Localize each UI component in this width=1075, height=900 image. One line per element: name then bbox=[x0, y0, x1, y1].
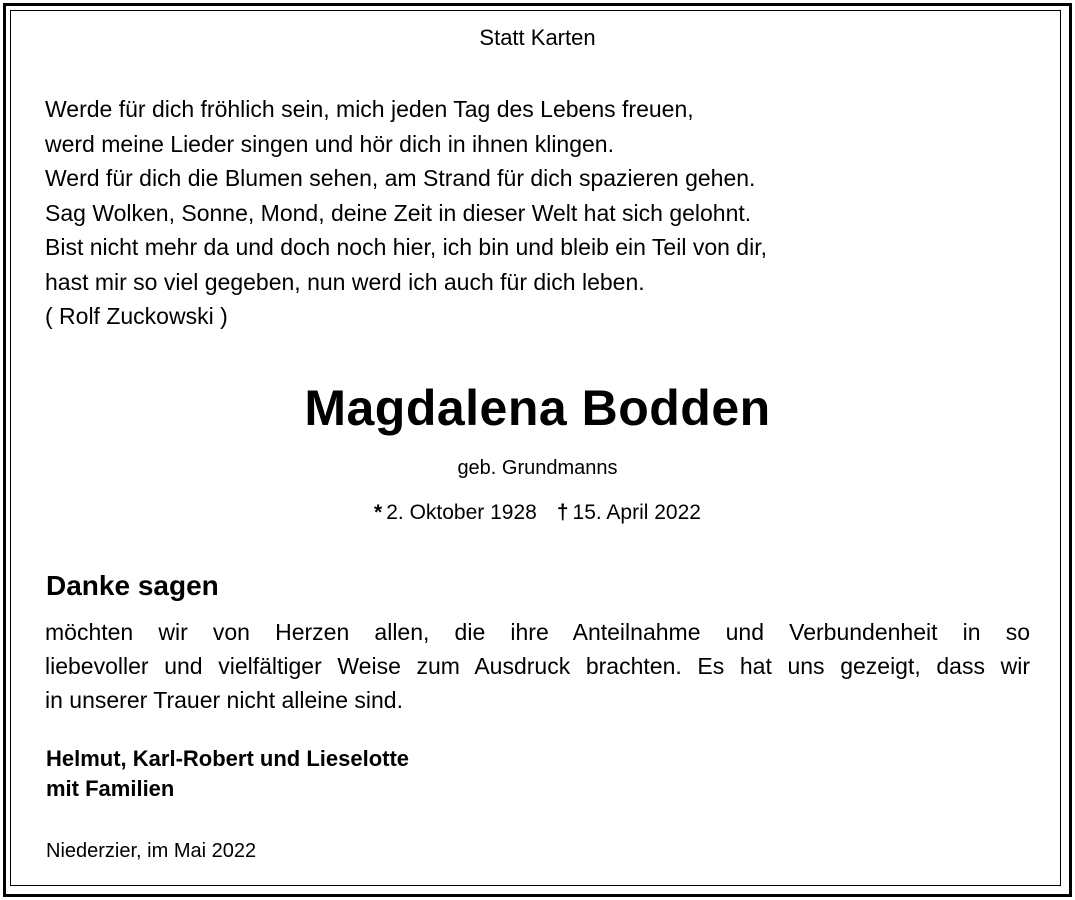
signers-line: Helmut, Karl-Robert und Lieselotte bbox=[46, 746, 410, 771]
thanks-text bbox=[45, 615, 1030, 717]
poem-line: hast mir so viel gegeben, nun werd ich auch für dich leben. bbox=[45, 268, 645, 295]
poem-line: werd meine Lieder singen und hör dich in ihnen klingen. bbox=[45, 130, 614, 157]
birth-date: 2. Oktober 1928 bbox=[386, 501, 537, 524]
header-text: Statt Karten bbox=[479, 25, 596, 50]
signers bbox=[46, 744, 409, 804]
deceased-name: Magdalena Bodden bbox=[304, 380, 771, 436]
thanks-line: in unserer Trauer nicht alleine sind. bbox=[45, 687, 403, 713]
thanks-line: liebevoller und vielfältiger Weise zum Ausdruck brachten. Es hat uns gezeigt, dass wir bbox=[45, 653, 1030, 679]
birth-name: geb. Grundmanns bbox=[457, 457, 618, 479]
life-dates bbox=[0, 500, 1075, 526]
poem-line: Sag Wolken, Sonne, Mond, deine Zeit in dieser Welt hat sich gelohnt. bbox=[45, 199, 752, 226]
death-symbol: † bbox=[556, 501, 569, 524]
poem bbox=[45, 92, 1025, 334]
signers-line: mit Familien bbox=[46, 776, 175, 801]
birth-symbol: * bbox=[374, 501, 383, 524]
poem-line: Bist nicht mehr da und doch noch hier, ich bin und bleib ein Teil von dir, bbox=[45, 234, 767, 260]
thanks-line: möchten wir von Herzen allen, die ihre Anteilnahme und Verbundenheit in so bbox=[45, 619, 1030, 645]
poem-line: Werd für dich die Blumen sehen, am Strand für dich spazieren gehen. bbox=[45, 165, 756, 191]
place-date: Niederzier, im Mai 2022 bbox=[46, 840, 257, 862]
thanks-heading: Danke sagen bbox=[46, 570, 219, 601]
poem-author: ( Rolf Zuckowski ) bbox=[45, 303, 228, 329]
death-date: 15. April 2022 bbox=[572, 501, 701, 524]
poem-line: Werde für dich fröhlich sein, mich jeden Tag des Lebens freuen, bbox=[45, 96, 694, 122]
